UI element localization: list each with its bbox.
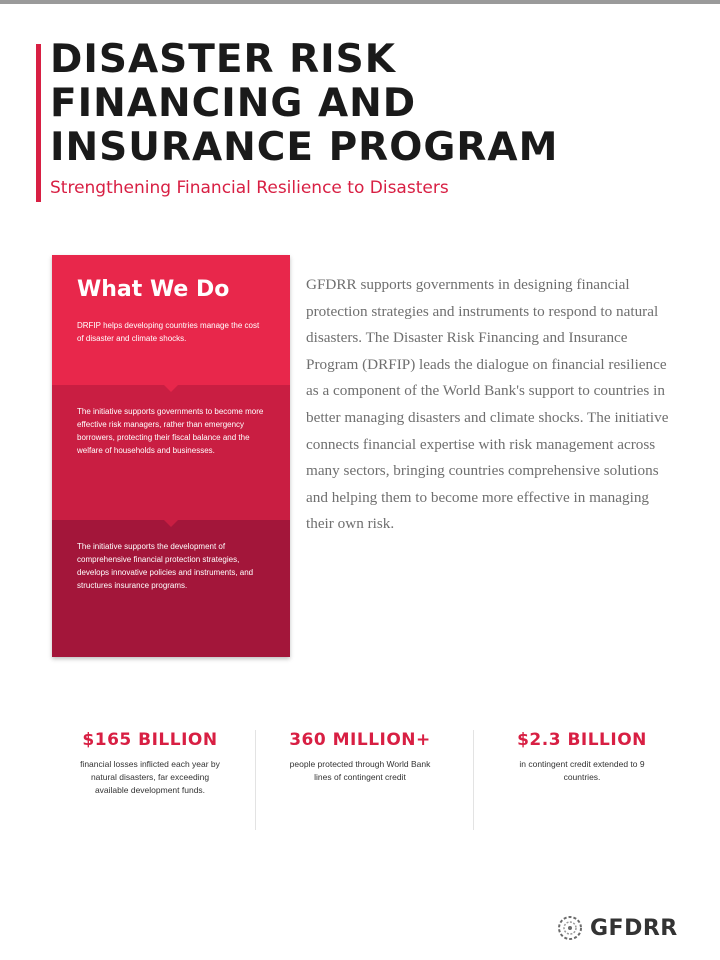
what-we-do-text-3: The initiative supports the development of comprehensive financial protection strategies, develops innovative policies and instruments, and structures insurance programs. — [77, 542, 254, 590]
title-line-1: DISASTER RISK — [50, 37, 396, 82]
page-subtitle: Strengthening Financial Resilience to Disasters — [50, 178, 449, 198]
stat-people — [265, 730, 455, 784]
what-we-do-text-2: The initiative supports governments to become more effective risk managers, rather than emergency borrowers, protecting their fiscal balance and the welfare of households and businesses. — [77, 407, 264, 455]
section-pointer — [164, 385, 178, 392]
title-line-2: FINANCING AND — [50, 81, 417, 126]
what-we-do-heading: What We Do — [77, 277, 230, 302]
what-we-do-section-2 — [52, 385, 290, 520]
stat-divider — [255, 730, 256, 830]
top-rule — [0, 0, 720, 4]
intro-paragraph: GFDRR supports governments in designing financial protection strategies and instruments to respond to natural disasters. The Disaster Risk Financing and Insurance Program (DRFIP) leads the dialogue on financial resilience as a component of the World Bank's support to countries in better managing disasters and climate shocks. The initiative connects financial expertise with risk management across many sectors, bringing countries comprehensive solutions and helping them to become more effective in managing their own risk. — [306, 276, 669, 533]
gfdrr-globe-icon — [556, 914, 584, 942]
what-we-do-panel — [52, 255, 290, 657]
stat-description: in contingent credit extended to 9 countries. — [519, 759, 645, 782]
section-pointer — [164, 520, 178, 527]
stat-divider — [473, 730, 474, 830]
stat-description: financial losses inflicted each year by natural disasters, far exceeding available development funds. — [80, 759, 220, 795]
what-we-do-section-3 — [52, 520, 290, 657]
stat-value: $2.3 BILLION — [517, 730, 647, 750]
logo-text: GFDRR — [590, 915, 678, 941]
page-title — [50, 38, 610, 170]
stat-description: people protected through World Bank lines of contingent credit — [289, 759, 431, 782]
title-accent-bar — [36, 44, 41, 202]
what-we-do-text-1: DRFIP helps developing countries manage the cost of disaster and climate shocks. — [77, 321, 260, 343]
stat-losses — [55, 730, 245, 797]
what-we-do-section-1 — [52, 255, 290, 385]
stat-credit — [487, 730, 677, 784]
stat-value: $165 BILLION — [82, 730, 218, 750]
gfdrr-logo — [556, 914, 678, 942]
title-line-3: INSURANCE PROGRAM — [50, 125, 559, 170]
stat-value: 360 MILLION+ — [289, 730, 431, 750]
